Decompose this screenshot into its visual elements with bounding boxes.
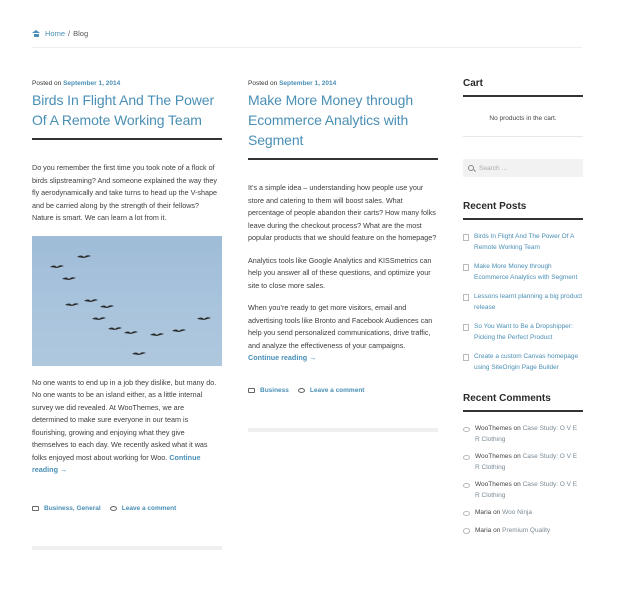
breadcrumb-current: Blog xyxy=(73,29,89,38)
widget-title-divider xyxy=(463,218,583,220)
comment-author: Maria xyxy=(475,509,492,516)
bird-silhouette xyxy=(108,326,122,331)
recent-posts-widget xyxy=(463,201,583,373)
post-paragraph-3: When you’re ready to get more visitors, email and advertising tools like Bronto and Facebook Audiences can help you send personalized communications, drive traffic, and analyze the effectiveness of your campaigns. xyxy=(248,303,433,350)
breadcrumb-home-link[interactable]: Home xyxy=(45,29,66,38)
recent-post-link[interactable]: Make More Money through Ecommerce Analytics with Segment xyxy=(474,263,578,281)
bird-silhouette xyxy=(50,264,64,269)
recent-posts-list xyxy=(463,232,583,373)
list-item xyxy=(463,480,583,501)
on-label: on xyxy=(493,526,501,534)
post-intro-paragraph: Do you remember the first time you took note of a flock of birds slipstreaming? And someone explained the way they fly aerodynamically and take turns to head up the V-shape and be carried along by the strength of their fellows? Nature is smart. We can learn a lot from it. xyxy=(32,163,217,222)
comment-author: WooThemes xyxy=(475,425,512,432)
header-divider xyxy=(32,47,582,48)
widget-title-divider xyxy=(463,95,583,97)
bird-silhouette xyxy=(100,304,114,309)
post-excerpt xyxy=(32,162,222,225)
home-icon[interactable] xyxy=(32,30,40,37)
comment-bubble-icon xyxy=(463,427,470,433)
list-item xyxy=(463,452,583,473)
recent-post-link[interactable]: So You Want to Be a Dropshipper: Picking the Perfect Product xyxy=(474,323,573,341)
on-label: on xyxy=(513,425,521,432)
title-divider xyxy=(248,158,438,160)
document-icon xyxy=(463,264,469,272)
sidebar xyxy=(463,78,583,543)
post-paragraph-2: Analytics tools like Google Analytics and KISSmetrics can help you answer all of these questions, and optimize your site to close more sales. xyxy=(248,255,432,290)
post-birds-in-flight xyxy=(32,80,222,550)
bird-silhouette xyxy=(92,316,106,321)
list-item xyxy=(463,508,583,519)
document-icon xyxy=(463,354,469,362)
comment-author: WooThemes xyxy=(475,453,512,460)
widget-title-divider xyxy=(463,410,583,412)
list-item xyxy=(463,352,583,373)
leave-comment-link[interactable]: Leave a comment xyxy=(121,504,177,512)
cart-empty-message: No products in the cart. xyxy=(489,115,557,122)
comment-target-link[interactable]: Woo Ninja xyxy=(502,509,532,516)
list-item xyxy=(463,526,583,537)
comment-target-link[interactable]: Case Study: O V E R Clothing xyxy=(475,425,578,443)
post-categories-link[interactable]: Business xyxy=(260,386,289,394)
search-icon xyxy=(468,165,474,171)
comment-target-link[interactable]: Case Study: O V E R Clothing xyxy=(475,481,578,499)
recent-comments-title: Recent Comments xyxy=(463,393,551,404)
bird-silhouette xyxy=(65,302,79,307)
comment-bubble-icon xyxy=(463,483,470,489)
recent-comments-list xyxy=(463,424,583,536)
post-paragraph-1: It’s a simple idea – understanding how people use your store and catering to them will boost sales. What percentage of people abandon their carts? How many folks leave during the checkout process? What are the most popular products that we should feature on the homepage? xyxy=(248,183,437,242)
birds-flight-image xyxy=(32,236,222,366)
folder-icon xyxy=(248,388,255,393)
comment-target-link[interactable]: Premium Quality xyxy=(502,526,551,534)
breadcrumb-separator: / xyxy=(68,29,71,38)
post-title-link[interactable]: Birds In Flight And The Power Of A Remote Working Team xyxy=(32,92,215,128)
document-icon xyxy=(463,324,469,332)
cart-widget xyxy=(463,78,583,137)
comment-bubble-icon xyxy=(463,455,470,461)
leave-comment-link[interactable]: Leave a comment xyxy=(309,386,365,394)
recent-post-link[interactable]: Birds In Flight And The Power Of A Remote Working Team xyxy=(474,233,574,251)
cart-divider xyxy=(463,136,583,137)
post-meta xyxy=(32,505,222,512)
post-bottom-divider xyxy=(32,546,222,550)
post-date-line xyxy=(248,80,438,87)
posted-on-label: Posted on xyxy=(32,80,62,87)
post-categories-link[interactable]: Business, General xyxy=(44,504,101,512)
recent-posts-title: Recent Posts xyxy=(463,201,527,212)
post-date-line xyxy=(32,80,222,87)
recent-comments-widget xyxy=(463,393,583,536)
post-meta xyxy=(248,387,438,394)
document-icon xyxy=(463,294,469,302)
comment-author: Maria xyxy=(475,526,492,534)
recent-post-link[interactable]: Lessons learnt planning a big product release xyxy=(474,293,583,311)
post-ecommerce-analytics xyxy=(248,80,438,432)
comment-icon xyxy=(110,506,117,511)
list-item xyxy=(463,292,583,313)
list-item xyxy=(463,424,583,445)
comment-bubble-icon xyxy=(463,528,470,534)
post-body-text xyxy=(32,377,222,477)
comment-target-link[interactable]: Case Study: O V E R Clothing xyxy=(475,453,578,471)
bird-silhouette xyxy=(132,351,146,356)
document-icon xyxy=(463,234,469,242)
bird-silhouette xyxy=(172,328,186,333)
bird-silhouette xyxy=(124,330,138,335)
continue-reading-link[interactable]: Continue reading → xyxy=(248,353,317,362)
comment-author: WooThemes xyxy=(475,481,512,488)
breadcrumb xyxy=(32,29,88,38)
cart-title: Cart xyxy=(463,78,484,89)
on-label: on xyxy=(493,509,501,516)
post-excerpt xyxy=(248,182,438,365)
recent-post-link[interactable]: Create a custom Canvas homepage using SiteOrigin Page Builder xyxy=(474,353,579,371)
search-input[interactable] xyxy=(479,165,574,172)
list-item xyxy=(463,262,583,283)
bird-silhouette xyxy=(197,316,211,321)
folder-icon xyxy=(32,506,39,511)
on-label: on xyxy=(513,453,521,460)
continue-reading-link[interactable]: Continue reading → xyxy=(32,452,201,474)
list-item xyxy=(463,232,583,253)
comment-bubble-icon xyxy=(463,511,470,517)
post-date-link[interactable]: September 1, 2014 xyxy=(279,80,337,87)
post-title-link[interactable]: Make More Money through Ecommerce Analytics with Segment xyxy=(248,92,414,148)
post-date-link[interactable]: September 1, 2014 xyxy=(63,80,121,87)
bird-silhouette xyxy=(62,276,76,281)
search-box xyxy=(463,159,583,177)
on-label: on xyxy=(513,481,521,488)
bird-silhouette xyxy=(77,254,91,259)
bird-silhouette xyxy=(84,298,98,303)
post-bottom-divider xyxy=(248,428,438,432)
bird-silhouette xyxy=(150,332,164,337)
list-item xyxy=(463,322,583,343)
comment-icon xyxy=(298,388,305,393)
post-body-paragraph: No one wants to end up in a job they dislike, but many do. No one wants to be an island either, as a little internal survey we did revealed. At WooThemes, we are determined to make sure everyone in our team is flourishing, growing and enjoying what they give themselves to each day. We recently asked what it was folks enjoyed most about working for Woo. xyxy=(32,377,217,462)
title-divider xyxy=(32,138,222,140)
posted-on-label: Posted on xyxy=(248,80,278,87)
